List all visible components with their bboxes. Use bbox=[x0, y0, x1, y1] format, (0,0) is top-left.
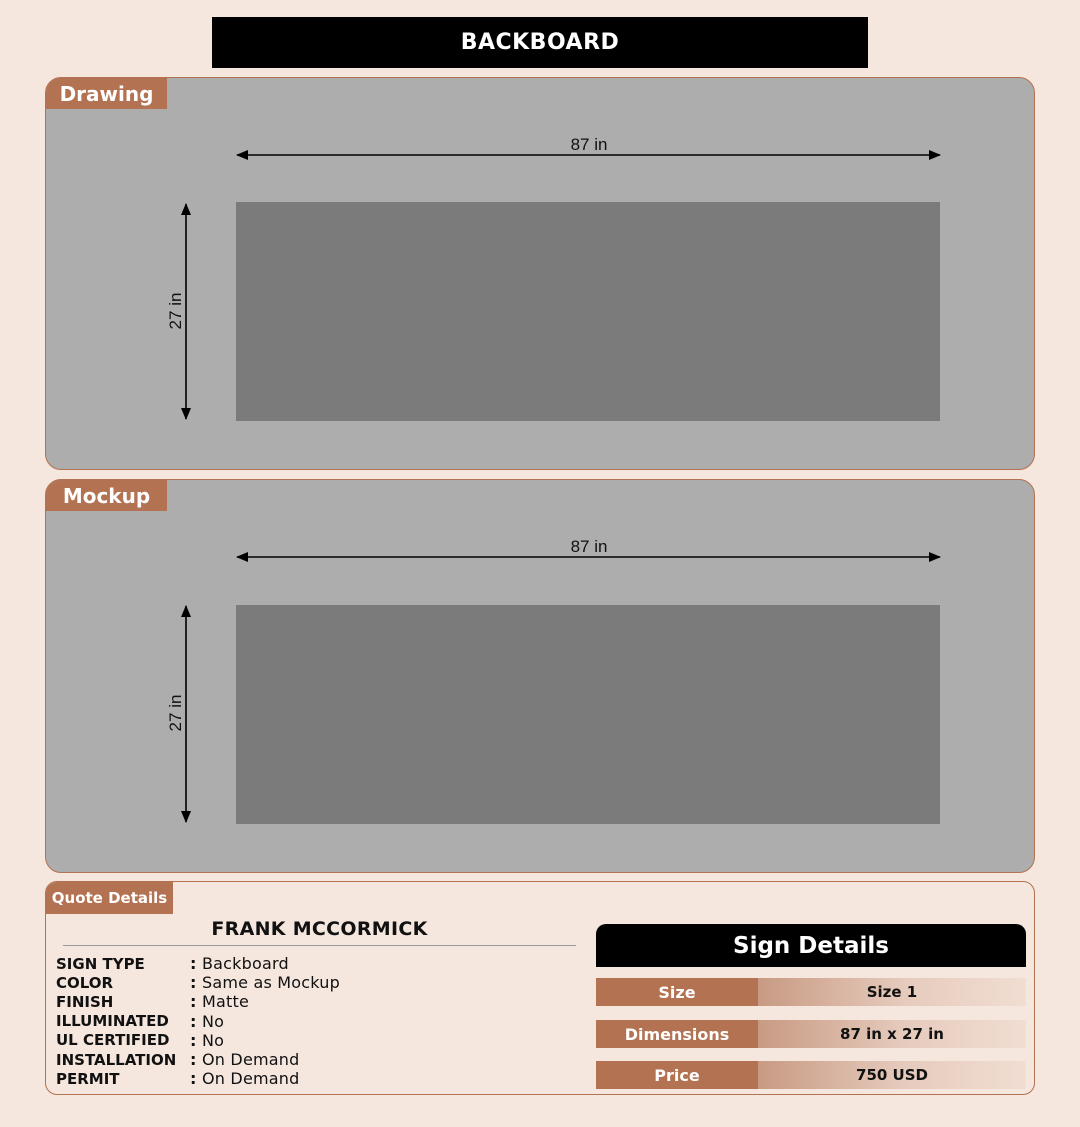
sign-detail-label: Dimensions bbox=[596, 1020, 758, 1048]
drawing-diagram bbox=[46, 78, 1035, 470]
sign-detail-row-size bbox=[596, 978, 1026, 1006]
detail-label: FINISH bbox=[56, 992, 114, 1011]
detail-value: On Demand bbox=[202, 1069, 300, 1089]
detail-value: On Demand bbox=[202, 1050, 300, 1070]
detail-label: ILLUMINATED bbox=[56, 1012, 169, 1031]
height-dimension-label: 27 in bbox=[166, 292, 185, 330]
quote-details-tab: Quote Details bbox=[46, 882, 173, 914]
detail-colon: : bbox=[190, 1069, 197, 1089]
page-title: BACKBOARD bbox=[212, 17, 868, 68]
detail-value: Matte bbox=[202, 992, 249, 1012]
detail-colon: : bbox=[190, 1050, 197, 1070]
detail-value: Same as Mockup bbox=[202, 973, 340, 993]
detail-colon: : bbox=[190, 1030, 197, 1050]
sign-detail-row-price bbox=[596, 1061, 1026, 1089]
sign-detail-label: Price bbox=[596, 1061, 758, 1089]
drawing-tab: Drawing bbox=[46, 78, 167, 109]
detail-value: No bbox=[202, 1030, 225, 1050]
detail-colon: : bbox=[190, 954, 197, 974]
drawing-panel bbox=[45, 77, 1035, 470]
detail-value: No bbox=[202, 1011, 225, 1031]
detail-row-sign-type bbox=[56, 954, 576, 973]
detail-label: SIGN TYPE bbox=[56, 954, 145, 973]
quote-details-panel bbox=[45, 881, 1035, 1095]
backboard-shape bbox=[236, 202, 940, 421]
height-dimension-label: 27 in bbox=[166, 694, 185, 732]
detail-colon: : bbox=[190, 973, 197, 993]
sign-detail-row-dimensions bbox=[596, 1020, 1026, 1048]
sign-detail-value: 87 in x 27 in bbox=[758, 1020, 1026, 1048]
detail-row-finish bbox=[56, 992, 576, 1011]
detail-colon: : bbox=[190, 1011, 197, 1031]
detail-row-illuminated bbox=[56, 1012, 576, 1031]
detail-colon: : bbox=[190, 992, 197, 1012]
mockup-tab: Mockup bbox=[46, 480, 167, 511]
detail-label: UL CERTIFIED bbox=[56, 1031, 170, 1050]
width-dimension-label: 87 in bbox=[570, 135, 608, 154]
detail-label: INSTALLATION bbox=[56, 1050, 177, 1069]
detail-value: Backboard bbox=[202, 954, 289, 974]
detail-row-installation bbox=[56, 1050, 576, 1069]
detail-label: COLOR bbox=[56, 973, 114, 992]
detail-row-color bbox=[56, 973, 576, 992]
width-dimension-label: 87 in bbox=[570, 537, 608, 556]
detail-row-ul-certified bbox=[56, 1031, 576, 1050]
sign-detail-value: 750 USD bbox=[758, 1061, 1026, 1089]
mockup-panel bbox=[45, 479, 1035, 873]
customer-name: FRANK MCCORMICK bbox=[63, 918, 576, 946]
backboard-mockup-shape bbox=[236, 605, 940, 824]
sign-details-header: Sign Details bbox=[596, 924, 1026, 967]
quote-details-list bbox=[56, 954, 576, 1088]
sign-detail-label: Size bbox=[596, 978, 758, 1006]
detail-row-permit bbox=[56, 1069, 576, 1088]
mockup-diagram bbox=[46, 480, 1035, 873]
sign-detail-value: Size 1 bbox=[758, 978, 1026, 1006]
detail-label: PERMIT bbox=[56, 1069, 120, 1088]
